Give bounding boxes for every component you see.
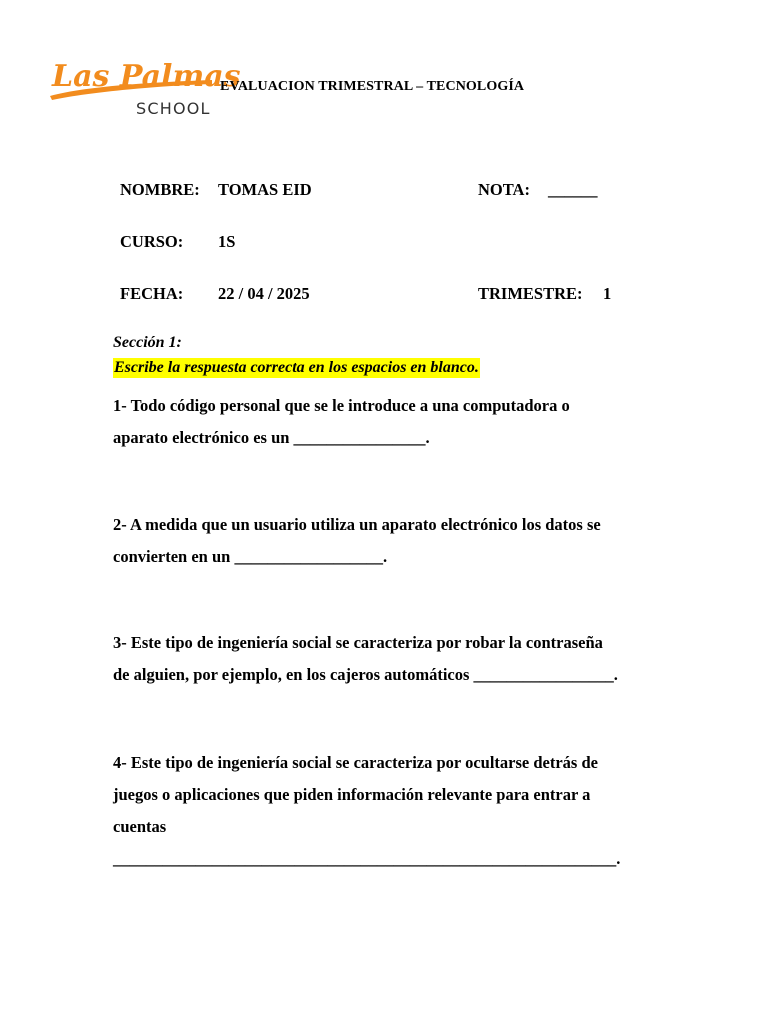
question-1-line-1: 1- Todo código personal que se le introduce a una computadora o: [113, 396, 570, 415]
question-4-line-1: 4- Este tipo de ingeniería social se caracteriza por ocultarse detrás de: [113, 753, 598, 772]
field-row-nombre: [120, 180, 680, 202]
question-4: [113, 747, 673, 875]
fecha-value: 22 / 04 / 2025: [218, 284, 310, 303]
nota-blank: ______: [548, 180, 598, 199]
field-row-curso: [120, 232, 680, 254]
question-2: [113, 509, 673, 573]
question-1: [113, 390, 673, 454]
question-3-line-2: de alguien, por ejemplo, en los cajeros automáticos _________________.: [113, 665, 618, 684]
logo-sub-text: SCHOOL: [136, 99, 211, 118]
logo-script-text: Las Palmas: [52, 59, 241, 94]
section-title: Sección 1:: [113, 334, 182, 351]
question-4-answer-line: _____________________________________________________________.: [113, 849, 621, 868]
question-4-line-2: juegos o aplicaciones que piden información relevante para entrar a: [113, 785, 591, 804]
field-row-fecha: [120, 284, 680, 306]
section-instruction: Escribe la respuesta correcta en los espacios en blanco.: [114, 359, 479, 376]
question-2-line-2: convierten en un __________________.: [113, 547, 388, 566]
school-logo: [46, 56, 241, 120]
question-1-line-2: aparato electrónico es un ________________.: [113, 428, 430, 447]
document-title: EVALUACION TRIMESTRAL – TECNOLOGÍA: [220, 79, 525, 94]
nombre-value: TOMAS EID: [218, 180, 312, 199]
fecha-label: FECHA:: [120, 284, 184, 303]
las-palmas-logo-graphic: [46, 56, 241, 120]
curso-value: 1S: [218, 232, 236, 251]
curso-label: CURSO:: [120, 232, 184, 251]
nota-label: NOTA:: [478, 180, 530, 199]
trimestre-label: TRIMESTRE:: [478, 284, 583, 303]
question-4-line-3: cuentas: [113, 817, 167, 836]
question-3-line-1: 3- Este tipo de ingeniería social se caracteriza por robar la contraseña: [113, 633, 603, 652]
question-3: [113, 627, 673, 691]
nombre-label: NOMBRE:: [120, 180, 200, 199]
question-2-line-1: 2- A medida que un usuario utiliza un aparato electrónico los datos se: [113, 515, 601, 534]
trimestre-value: 1: [603, 284, 612, 303]
